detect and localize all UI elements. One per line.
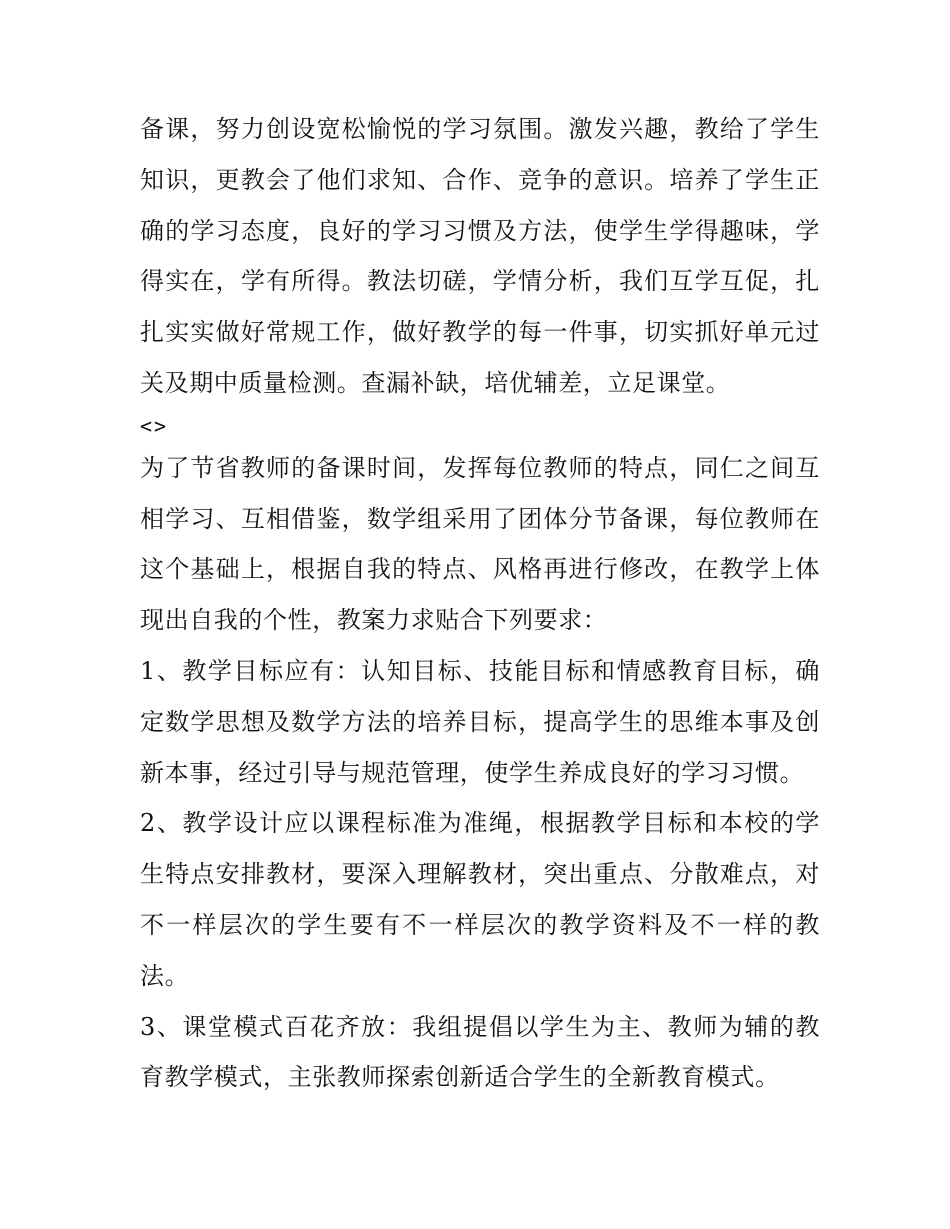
list-item-3: 3、课堂模式百花齐放：我组提倡以学生为主、教师为辅的教育教学模式，主张教师探索创新适合学生的全新教育模式。 — [140, 1012, 820, 1092]
list-item-2: 2、教学设计应以课程标准为准绳，根据教学目标和本校的学生特点安排教材，要深入理解教材，突出重点、分散难点，对不一样层次的学生要有不一样层次的教学资料及不一样的教法。 — [140, 809, 820, 990]
list-item-1: 1、教学目标应有：认知目标、技能目标和情感教育目标，确定数学思想及数学方法的培养目标，提高学生的思维本事及创新本事，经过引导与规范管理，使学生养成良好的学习习惯。 — [140, 656, 820, 787]
paragraph-2: 为了节省教师的备课时间，发挥每位教师的特点，同仁之间互相学习、互相借鉴，数学组采用了团体分节备课，每位教师在这个基础上，根据自我的特点、风格再进行修改，在教学上体现出自我的个性，教案力求贴合下列要求： — [140, 453, 820, 635]
section-marker: <> — [140, 413, 169, 438]
paragraph-1: 备课，努力创设宽松愉悦的学习氛围。激发兴趣，教给了学生知识，更教会了他们求知、合作、竞争的意识。培养了学生正确的学习态度，良好的学习习惯及方法，使学生学得趣味，学得实在，学有所得。教法切磋，学情分析，我们互学互促，扎扎实实做好常规工作，做好教学的每一件事，切实抓好单元过关及期中质量检测。查漏补缺，培优辅差，立足课堂。 — [140, 115, 820, 397]
document-body — [140, 104, 820, 1103]
